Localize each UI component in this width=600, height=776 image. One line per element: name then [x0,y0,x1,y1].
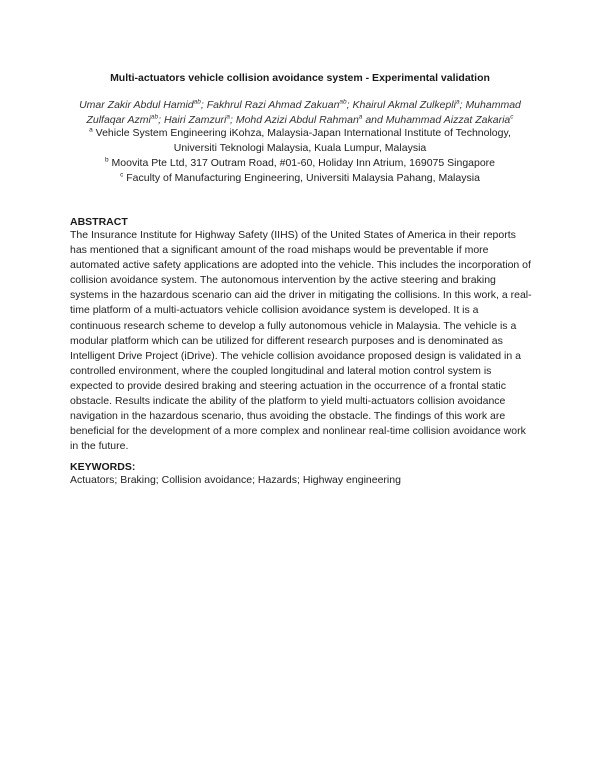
affiliation-b: $^b$ Moovita Pte Ltd, 317 Outram Road, #01-60, Holiday Inn Atrium, 169075 Singapore [104,156,496,169]
author-list [70,98,530,128]
author: Muhammad Zulfaqar Azmi$^{ab}$; [86,99,521,126]
author: Hairi Zamzuri$^a$; [163,113,236,126]
abstract-text: The Insurance Institute for Highway Safety (IIHS) of the United States of America in their reports has mentioned that a significant amount of the road mishaps would be preventable if more automated active safety applications are adopted into the vehicle. This includes the incorporation of collision avoidance system. The autonomous intervention by the active steering and braking systems in the hazardous scenario can aid the driver in mitigating the collisions. In this work, a real-time platform of a multi-actuators vehicle collision avoidance system is developed. It is a continuous research scheme to develop a fully autonomous vehicle in Malaysia. The vehicle is a modular platform which can be utilized for different research purposes and is denominated as Intelligent Drive Project (iDrive). The vehicle collision avoidance proposed design is validated in a controlled environment, where the coupled longitudinal and lateral motion control system is expected to provide desired braking and steering actuation in the occurrence of a frontal static obstacle. Results indicate the ability of the platform to yield multi-actuators collision avoidance navigation in the hazardous scenario, thus avoiding the obstacle. The findings of this work are beneficial for the development of a more complex and nonlinear real-time collision avoidance work in the future. [70,229,532,453]
author: Umar Zakir Abdul Hamid$^{ab}$; [79,98,207,111]
author: Fakhrul Razi Ahmad Zakuan$^{ab}$; [206,98,353,111]
affiliation-c: $^c$ Faculty of Manufacturing Engineering, Universiti Malaysia Pahang, Malaysia [120,171,480,184]
abstract-heading: ABSTRACT [70,216,128,228]
affiliation-list [70,126,530,186]
author: Khairul Akmal Zulkepli$^a$; [352,98,466,111]
keywords-text: Actuators; Braking; Collision avoidance; Hazards; Highway engineering [70,474,401,486]
affiliation-a-line-2: Universiti Teknologi Malaysia, Kuala Lumpur, Malaysia [173,142,427,154]
paper-title: Multi-actuators vehicle collision avoidance system - Experimental validation [110,72,490,84]
author: Muhammad Aizzat Zakaria$^c$ [385,113,514,126]
keywords-heading: KEYWORDS: [70,461,136,473]
author: Mohd Azizi Abdul Rahman$^a$ and [235,113,386,126]
affiliation-a-line-1: $^a$ Vehicle System Engineering iKohza, Malaysia-Japan International Institute of Technology, [89,126,511,139]
